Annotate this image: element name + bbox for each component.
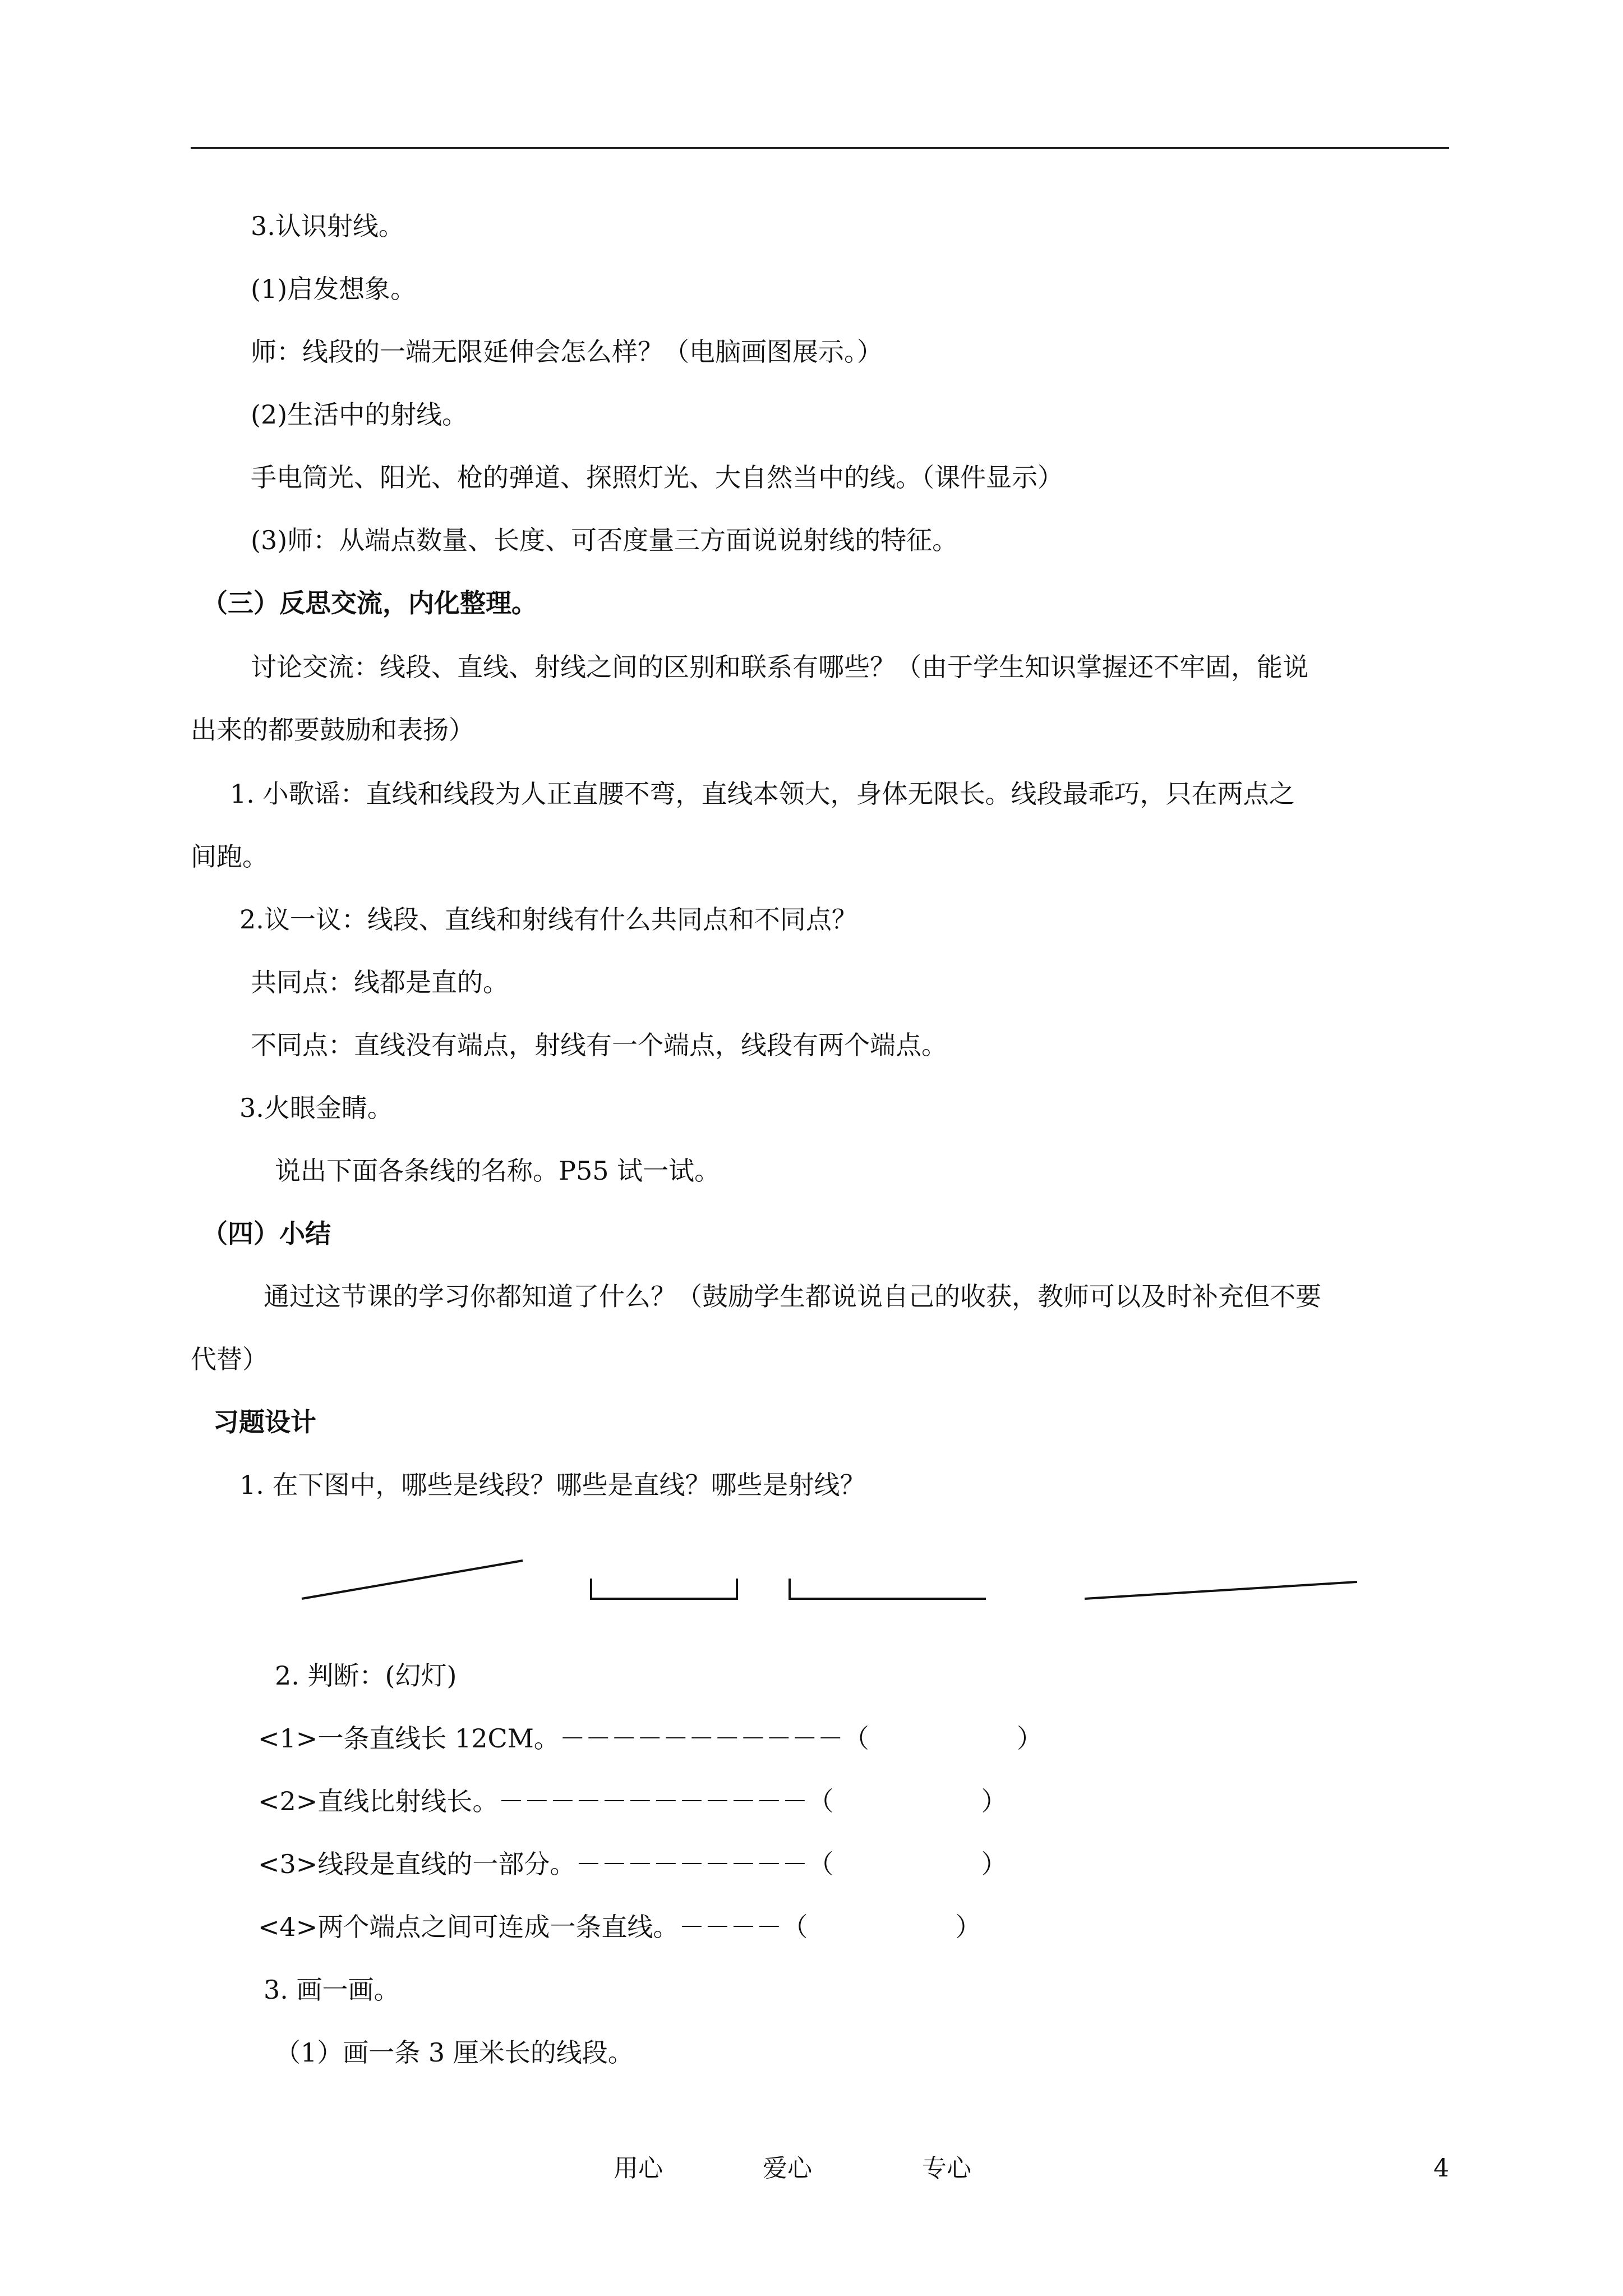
text-line: 间跑。 bbox=[191, 841, 268, 872]
text-line: 代替） bbox=[191, 1344, 268, 1374]
judge-item: <3>线段是直线的一部分。－－－－－－－－－（ ） bbox=[258, 1849, 1007, 1879]
text-line: 共同点：线都是直的。 bbox=[251, 967, 509, 997]
ray-with-end bbox=[790, 1579, 986, 1599]
slanted-line-right bbox=[1085, 1582, 1357, 1599]
text-line: (3)师：从端点数量、长度、可否度量三方面说说射线的特征。 bbox=[251, 525, 958, 555]
text-line: 3.认识射线。 bbox=[251, 211, 404, 241]
header-rule bbox=[191, 147, 1449, 149]
section-heading: 习题设计 bbox=[213, 1407, 316, 1437]
text-line: 手电筒光、阳光、枪的弹道、探照灯光、大自然当中的线。（课件显示） bbox=[251, 462, 1063, 493]
text-line: 师：线段的一端无限延伸会怎么样？（电脑画图展示。） bbox=[251, 337, 883, 367]
text-line: 1. 在下图中，哪些是线段？哪些是直线？哪些是射线？ bbox=[239, 1470, 866, 1500]
text-line: 通过这节课的学习你都知道了什么？（鼓励学生都说说自己的收获，教师可以及时补充但不要 bbox=[264, 1281, 1321, 1312]
text-line: 2.议一议：线段、直线和射线有什么共同点和不同点？ bbox=[239, 904, 857, 935]
text-line: 2. 判断：(幻灯) bbox=[275, 1660, 457, 1691]
footer-word: 专心 bbox=[922, 2154, 971, 2183]
judge-item: <2>直线比射线长。－－－－－－－－－－－－（ ） bbox=[258, 1786, 1007, 1816]
text-line: 说出下面各条线的名称。P55 试一试。 bbox=[275, 1156, 721, 1186]
judge-item: <1>一条直线长 12CM。－－－－－－－－－－－（ ） bbox=[258, 1723, 1043, 1754]
judge-item: <4>两个端点之间可连成一条直线。－－－－（ ） bbox=[258, 1912, 981, 1942]
page-number: 4 bbox=[1433, 2154, 1449, 2183]
text-line: 讨论交流：线段、直线、射线之间的区别和联系有哪些？（由于学生知识掌握还不牢固，能说 bbox=[251, 652, 1308, 682]
text-line: 出来的都要鼓励和表扬） bbox=[191, 715, 474, 745]
footer-word: 用心 bbox=[614, 2154, 663, 2183]
text-line: （1）画一条 3 厘米长的线段。 bbox=[275, 2037, 634, 2068]
text-line: 3.火眼金睛。 bbox=[239, 1093, 393, 1123]
segment-with-ends bbox=[591, 1579, 737, 1599]
text-line: (2)生活中的射线。 bbox=[251, 399, 468, 430]
section-heading: （四）小结 bbox=[202, 1218, 331, 1249]
text-line: 不同点：直线没有端点，射线有一个端点，线段有两个端点。 bbox=[251, 1030, 947, 1060]
footer-word: 爱心 bbox=[763, 2154, 812, 2183]
line-figure bbox=[0, 1543, 1623, 1621]
text-line: 3. 画一画。 bbox=[264, 1975, 400, 2005]
text-line: (1)启发想象。 bbox=[251, 274, 417, 304]
section-heading: （三）反思交流，内化整理。 bbox=[202, 588, 537, 618]
text-line: 1. 小歌谣：直线和线段为人正直腰不弯，直线本领大，身体无限长。线段最乖巧，只在两点之 bbox=[230, 779, 1295, 809]
slanted-line bbox=[302, 1561, 523, 1599]
